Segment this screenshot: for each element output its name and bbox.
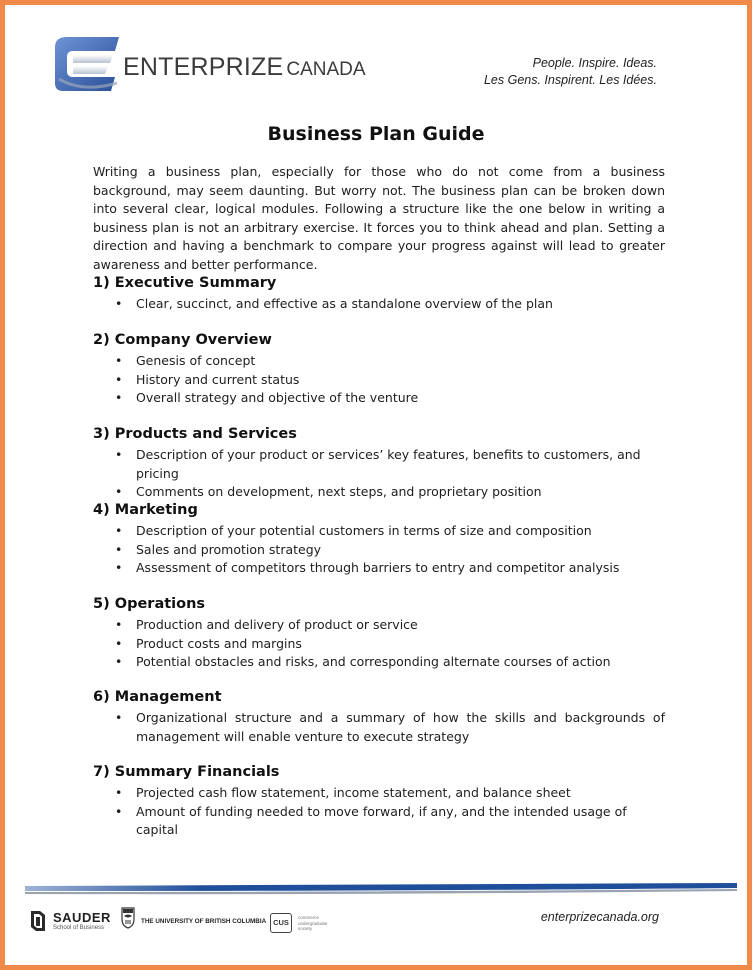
list-item-text: Organizational structure and a summary of how the skills and backgrounds of management will enable venture to execute strategy bbox=[136, 710, 665, 744]
section-heading: 1) Executive Summary bbox=[93, 275, 277, 291]
cus-label: CUS bbox=[273, 918, 289, 927]
list-item-text: Description of your potential customers in terms of size and composition bbox=[136, 523, 592, 538]
list-item bbox=[93, 295, 665, 314]
logo-name: ENTERPRIZE bbox=[123, 53, 284, 81]
list-item bbox=[93, 483, 665, 502]
cus-subtitle: commerce undergraduate society bbox=[298, 915, 328, 931]
bullet-icon: • bbox=[115, 803, 123, 819]
list-item-text: Clear, succinct, and effective as a standalone overview of the plan bbox=[136, 296, 553, 311]
list-item-text: Potential obstacles and risks, and corresponding alternate courses of action bbox=[136, 654, 611, 669]
list-item bbox=[93, 352, 665, 371]
section-summary-financials bbox=[93, 764, 665, 840]
bullet-icon: • bbox=[115, 447, 123, 462]
section-executive-summary bbox=[93, 275, 665, 314]
intro-paragraph: Writing a business plan, especially for those who do not come from a business background, may seem daunting. But worry not. The business plan can be broken down into several clear, logical modules. Following a structure like the one below in writing a business plan is not an arbitrary exercise. It forces you to think ahead and plan. Setting a direction and having a benchmark to compare your progress against will lead to greater awareness and better performance. bbox=[93, 164, 665, 272]
bullet-icon: • bbox=[115, 353, 123, 368]
list-item bbox=[93, 541, 665, 560]
list-item-text: Comments on development, next steps, and proprietary position bbox=[136, 484, 542, 499]
list-item-text: Assessment of competitors through barriers to entry and competitor analysis bbox=[136, 560, 620, 575]
bullet-icon: • bbox=[115, 484, 123, 499]
document-title: Business Plan Guide bbox=[267, 123, 485, 145]
cus-logo-icon bbox=[270, 913, 292, 933]
footer-divider bbox=[25, 883, 737, 897]
bullet-list bbox=[93, 446, 665, 502]
bullet-icon: • bbox=[115, 560, 123, 575]
enterprize-logo bbox=[53, 33, 366, 97]
list-item-text: History and current status bbox=[136, 371, 300, 387]
bullet-icon: • bbox=[115, 785, 123, 800]
section-heading: 3) Products and Services bbox=[93, 426, 297, 442]
bullet-list bbox=[93, 522, 665, 578]
bullet-list bbox=[93, 352, 665, 408]
bullet-icon: • bbox=[115, 710, 123, 725]
logo-wordmark bbox=[123, 53, 366, 82]
list-item bbox=[93, 784, 665, 803]
section-heading: 2) Company Overview bbox=[93, 332, 272, 348]
list-item-text: Description of your product or services’ key features, benefits to customers, and pricing bbox=[136, 447, 641, 481]
bullet-icon: • bbox=[115, 390, 123, 405]
bullet-icon: • bbox=[115, 635, 123, 651]
bullet-list bbox=[93, 709, 665, 746]
bullet-list bbox=[93, 784, 665, 840]
section-heading: 7) Summary Financials bbox=[93, 764, 280, 780]
bullet-icon: • bbox=[115, 654, 123, 669]
list-item-text: Projected cash flow statement, income statement, and balance sheet bbox=[136, 785, 571, 800]
bullet-icon: • bbox=[115, 617, 123, 632]
list-item bbox=[93, 559, 665, 578]
section-company-overview bbox=[93, 332, 665, 408]
list-item-text: Genesis of concept bbox=[136, 353, 256, 368]
list-item bbox=[93, 709, 665, 746]
logo-country: CANADA bbox=[286, 59, 366, 80]
tagline-english: People. Inspire. Ideas. bbox=[532, 56, 657, 70]
list-item-text: Amount of funding needed to move forward, if any, and the intended usage of capital bbox=[136, 803, 627, 837]
list-item-text: Product costs and margins bbox=[136, 635, 302, 651]
bullet-icon: • bbox=[115, 541, 123, 557]
website-link[interactable]: enterprizecanada.org bbox=[540, 910, 659, 924]
list-item-text: Sales and promotion strategy bbox=[136, 541, 322, 557]
list-item bbox=[93, 616, 665, 635]
list-item bbox=[93, 653, 665, 672]
bullet-icon: • bbox=[115, 296, 123, 311]
ubc-crest-icon bbox=[121, 907, 135, 929]
sauder-name: SAUDER bbox=[53, 910, 111, 925]
section-heading: 5) Operations bbox=[93, 596, 206, 612]
section-operations bbox=[93, 596, 665, 672]
list-item bbox=[93, 635, 665, 654]
section-heading: 4) Marketing bbox=[93, 502, 198, 518]
tagline-french: Les Gens. Inspirent. Les Idées. bbox=[483, 73, 657, 87]
section-management bbox=[93, 689, 665, 746]
list-item bbox=[93, 803, 665, 840]
list-item-text: Overall strategy and objective of the venture bbox=[136, 390, 419, 405]
list-item bbox=[93, 446, 665, 483]
section-marketing bbox=[93, 502, 665, 578]
ubc-name: THE UNIVERSITY OF BRITISH COLUMBIA bbox=[141, 918, 267, 925]
partner-logos bbox=[27, 905, 347, 945]
enterprize-logo-icon bbox=[53, 33, 123, 95]
list-item-text: Production and delivery of product or service bbox=[136, 617, 418, 632]
bullet-icon: • bbox=[115, 523, 123, 538]
section-products-and-services bbox=[93, 426, 665, 502]
sauder-subtitle: School of Business bbox=[53, 925, 105, 931]
tagline bbox=[484, 55, 657, 89]
bullet-icon: • bbox=[115, 371, 123, 387]
list-item bbox=[93, 389, 665, 408]
list-item bbox=[93, 371, 665, 390]
list-item bbox=[93, 522, 665, 541]
bullet-list bbox=[93, 616, 665, 672]
sauder-logo-icon bbox=[31, 911, 45, 931]
section-heading: 6) Management bbox=[93, 689, 222, 705]
bullet-list bbox=[93, 295, 665, 314]
